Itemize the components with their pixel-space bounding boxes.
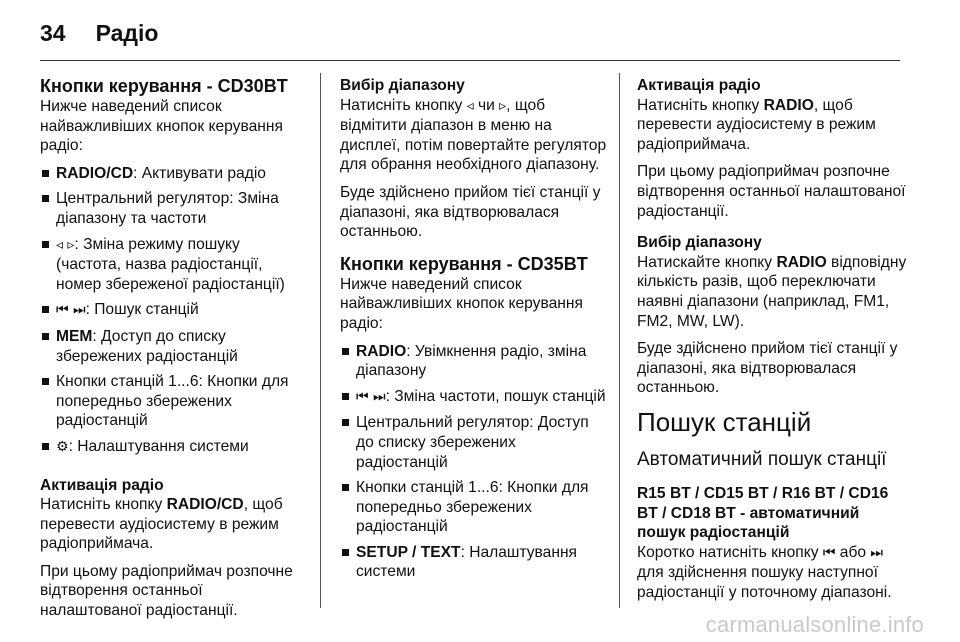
button-list-cd30bt [40, 164, 308, 458]
page-header [40, 16, 158, 50]
band-text: Натискайте кнопку RADIO відповідну кількість разів, щоб переключати наявні діапазони (наприклад, FM1, FM2, MW, LW). [637, 253, 907, 330]
key-label: SETUP / TEXT [356, 543, 461, 561]
prev-track-icon: ⏮ [822, 544, 836, 561]
left-triangle-icon: ◃ [466, 97, 474, 114]
right-triangle-icon: ▹ [67, 236, 75, 253]
column-3 [637, 76, 907, 610]
list-item: ⏮ ⏭: Пошук станцій [40, 300, 308, 321]
prev-track-icon: ⏮ [56, 302, 69, 319]
band-text: Натисніть кнопку ◃ чи ▹, щоб відмітити діапазон в меню на дисплеї, потім повертайте регулятор для обрання необхідного діапазону. [340, 96, 607, 174]
next-track-icon: ⏭ [372, 388, 386, 405]
page-number: 34 [40, 19, 66, 46]
list-item: Центральний регулятор: Зміна діапазону та частоти [40, 189, 308, 228]
left-triangle-icon: ◃ [56, 236, 64, 253]
models-text: Коротко натисніть кнопку ⏮ або ⏭ для здійснення пошуку наступної радіостанції у поточному діапазоні. [637, 543, 892, 601]
subheading-activate-radio: Активація радіо [637, 77, 761, 94]
column-divider-1 [320, 73, 321, 608]
subheading-auto-search: Автоматичний пошук станції [637, 448, 887, 470]
list-item: Кнопки станцій 1...6: Кнопки для попередньо збережених радіостанцій [340, 478, 610, 537]
list-item: RADIO/CD: Активувати радіо [40, 164, 308, 184]
next-track-icon: ⏭ [72, 302, 86, 319]
subheading-activate-radio: Активація радіо [40, 476, 164, 494]
subheading-models: R15 BT / CD15 BT / R16 BT / CD16 BT / CD18 BT - автоматичний пошук радіостанцій [637, 484, 889, 542]
header-divider [40, 60, 900, 61]
column-2 [340, 76, 610, 590]
list-item: Кнопки станцій 1...6: Кнопки для попередньо збережених радіостанцій [40, 372, 308, 431]
activate-text-2: При цьому радіоприймач розпочне відтворення останньої налаштованої радіостанції. [40, 562, 293, 620]
right-triangle-icon: ▹ [499, 97, 507, 114]
next-track-icon: ⏭ [870, 544, 884, 561]
key-label: MEM [56, 327, 93, 345]
intro-text: Нижче наведений список найважливіших кнопок керування радіо: [340, 275, 583, 332]
activate-text: Натисніть кнопку RADIO, щоб перевести аудіосистему в режим радіоприймача. [637, 96, 876, 153]
intro-text: Нижче наведений список найважливіших кнопок керування радіо: [40, 98, 283, 155]
activate-text-2: При цьому радіоприймач розпочне відтворення останньої налаштованої радіостанції. [637, 163, 906, 220]
key-label: RADIO/CD [56, 164, 134, 182]
list-item: SETUP / TEXT: Налаштування системи [340, 543, 610, 582]
activate-text: Натисніть кнопку RADIO/CD, щоб перевести аудіосистему в режим радіоприймача. [40, 496, 283, 553]
subheading-band-select: Вибір діапазону [637, 234, 762, 252]
prev-track-icon: ⏮ [356, 388, 369, 405]
section-heading-cd35bt: Кнопки керування - CD35BT [340, 253, 588, 274]
key-label: RADIO [356, 342, 407, 360]
watermark: carmanualsonline.info [705, 612, 924, 637]
list-item: RADIO: Увімкнення радіо, зміна діапазону [340, 342, 610, 381]
column-divider-2 [619, 73, 620, 608]
band-text-2: Буде здійснено прийом тієї станції у діапазоні, яка відтворювалася останньою. [340, 183, 601, 241]
button-list-cd35bt [340, 342, 610, 583]
page-title: Радіо [95, 19, 159, 46]
list-item: Центральний регулятор: Доступ до списку збережених радіостанцій [340, 413, 610, 472]
list-item: MEM: Доступ до списку збережених радіостанцій [40, 327, 308, 366]
section-heading-station-search: Пошук станцій [637, 406, 812, 437]
band-text-2: Буде здійснено прийом тієї станції у діапазоні, яка відтворювалася останньою. [637, 340, 898, 397]
section-heading-cd30bt: Кнопки керування - CD30BT [40, 76, 288, 96]
column-1 [40, 76, 308, 629]
list-item: ⏮ ⏭: Зміна частоти, пошук станцій [340, 387, 610, 408]
list-item: ◃ ▹: Зміна режиму пошуку (частота, назва радіостанції, номер збереженої радіостанції) [40, 235, 308, 295]
subheading-band-select: Вибір діапазону [340, 77, 465, 94]
setup-icon: ⚙ [56, 438, 69, 455]
list-item: ⚙: Налаштування системи [40, 437, 308, 458]
